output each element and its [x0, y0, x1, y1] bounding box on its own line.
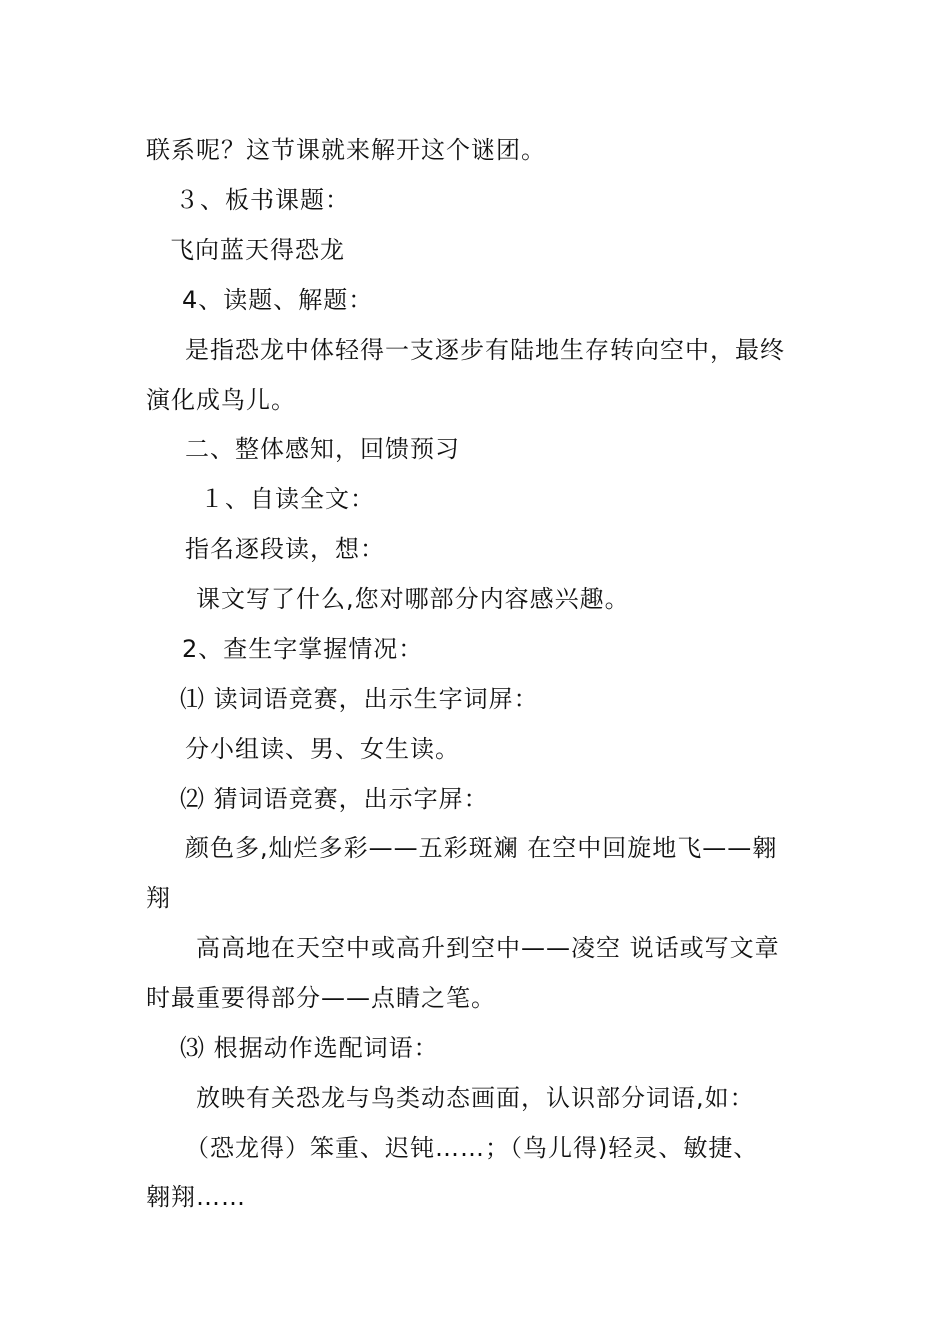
text-line: 时最重要得部分——点睛之笔。: [146, 984, 496, 1012]
section-heading: 二、整体感知，回馈预习: [185, 435, 460, 463]
text-line: 高高地在天空中或高升到空中——凌空 说话或写文章: [196, 934, 780, 962]
lesson-title: 飞向蓝天得恐龙: [170, 236, 345, 264]
section-heading: 2、查生字掌握情况：: [182, 635, 424, 663]
text-line: 演化成鸟儿。: [146, 386, 296, 414]
text-line: （恐龙得）笨重、迟钝……；（鸟儿得)轻灵、敏捷、: [185, 1134, 759, 1162]
text-line: 分小组读、男、女生读。: [185, 735, 460, 763]
text-line: 颜色多,灿烂多彩——五彩斑斓 在空中回旋地飞——翱: [185, 834, 778, 862]
section-heading: １、自读全文：: [200, 485, 375, 513]
list-item: ⑶ 根据动作选配词语：: [180, 1034, 439, 1062]
text-line: 是指恐龙中体轻得一支逐步有陆地生存转向空中，最终: [185, 336, 785, 364]
section-heading: ３、板书课题：: [175, 186, 350, 214]
text-line: 联系呢？这节课就来解开这个谜团。: [146, 136, 546, 164]
text-line: 放映有关恐龙与鸟类动态画面，认识部分词语,如：: [196, 1084, 755, 1112]
text-line: 翔: [146, 884, 171, 912]
list-item: ⑴ 读词语竞赛，出示生字词屏：: [180, 685, 539, 713]
text-line: 指名逐段读，想：: [185, 535, 385, 563]
section-heading: 4、读题、解题：: [182, 286, 374, 314]
text-line: 翱翔……: [146, 1183, 246, 1211]
list-item: ⑵ 猜词语竞赛，出示字屏：: [180, 785, 489, 813]
text-line: 课文写了什么,您对哪部分内容感兴趣。: [196, 585, 630, 613]
